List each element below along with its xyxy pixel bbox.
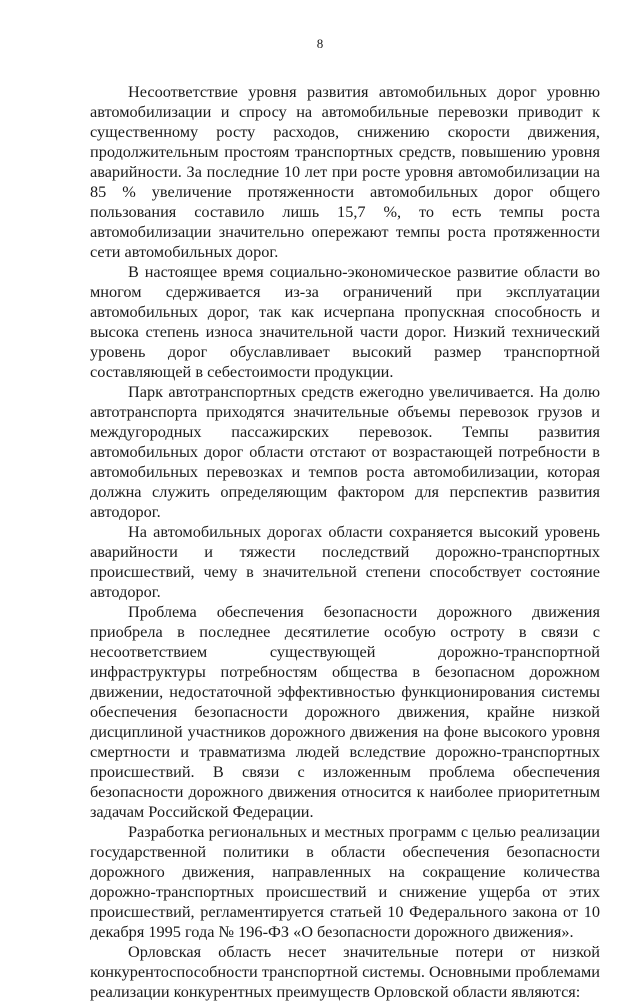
paragraph-regional-programs: Разработка региональных и местных программ с целью реализации государственной политики в области обеспечения безопасности дорожного движения, направленных на сокращение количества дорожно-транспортных происшествий и снижение ущерба от этих происшествий, регламентируется статьей 10 Федерального закона от 10 декабря 1995 года № 196-ФЗ «О безопасности дорожного движения». (90, 822, 600, 941)
paragraph-accident-rate: На автомобильных дорогах области сохраняется высокий уровень аварийности и тяжести последствий дорожно-транспортных происшествий, чему в значительной степени способствует состояние автодорог. (90, 522, 600, 601)
paragraph-regional-economy: В настоящее время социально-экономическое развитие области во многом сдерживается из-за ограничений при эксплуатации автомобильных дорог, так как исчерпана пропускная способность и высока степень износа значительной части дорог. Низкий технический уровень дорог обуславливает высокий размер транспортной составляющей в себестоимости продукции. (90, 262, 600, 381)
paragraph-road-safety-problem: Проблема обеспечения безопасности дорожного движения приобрела в последнее десятилетие особую остроту в связи с несоответствием существующей дорожно-транспортной инфраструктуры потребностям общества в безопасном дорожном движении, недостаточной эффективностью функционирования системы обеспечения безопасности дорожного движения, крайне низкой дисциплиной участников дорожного движения на фоне высокого уровня смертности и травматизма людей вследствие дорожно-транспортных происшествий. В связи с изложенным проблема обеспечения безопасности дорожного движения относится к наиболее приоритетным задачам Российской Федерации. (90, 602, 600, 821)
paragraph-competitiveness: Орловская область несет значительные потери от низкой конкурентоспособности транспортной системы. Основными проблемами реализации конкурентных преимуществ Орловской области являются: (90, 942, 600, 1001)
document-body (90, 82, 600, 1002)
paragraph-vehicle-fleet: Парк автотранспортных средств ежегодно увеличивается. На долю автотранспорта приходятся значительные объемы перевозок грузов и междугородных пассажирских перевозок. Темпы развития автомобильных дорог области отстают от возрастающей потребности в автомобильных перевозках и темпов роста автомобилизации, которая должна служить определяющим фактором для перспектив развития автодорог. (90, 382, 600, 521)
paragraph-road-development: Несоответствие уровня развития автомобильных дорог уровню автомобилизации и спросу на автомобильные перевозки приводит к существенному росту расходов, снижению скорости движения, продолжительным простоям транспортных средств, повышению уровня аварийности. За последние 10 лет при росте уровня автомобилизации на 85 % увеличение протяженности автомобильных дорог общего пользования составило лишь 15,7 %, то есть темпы роста автомобилизации значительно опережают темпы роста протяженности сети автомобильных дорог. (90, 82, 600, 261)
page-number: 8 (316, 36, 324, 51)
